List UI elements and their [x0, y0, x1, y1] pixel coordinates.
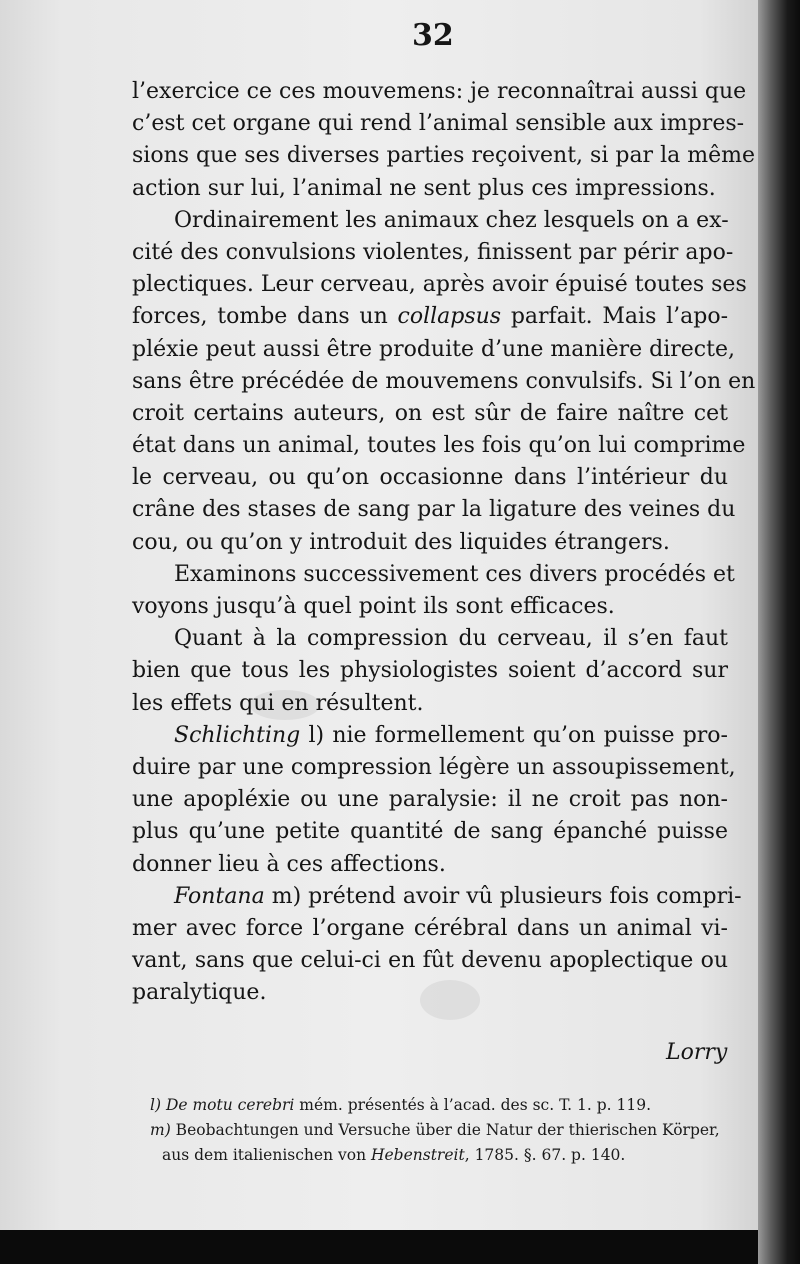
footnotes	[150, 1093, 720, 1168]
catchword: Lorry	[666, 1040, 728, 1065]
text-line: action sur lui, l’animal ne sent plus ces impressions.	[132, 175, 716, 201]
text-line: vant, sans que celui-ci en fût devenu apoplectique ou	[132, 948, 728, 974]
text-line: Schlichting l) nie formellement qu’on puisse pro-	[174, 722, 728, 748]
text-line: Ordinairement les animaux chez lesquels on a ex-	[174, 207, 729, 233]
text-line: plectiques. Leur cerveau, après avoir épuisé toutes ses	[132, 272, 747, 298]
text-line: forces, tombe dans un collapsus parfait. Mais l’apo-	[132, 304, 729, 330]
footnote-line: l) De motu cerebri mém. présentés à l’acad. des sc. T. 1. p. 119.	[150, 1096, 651, 1114]
body-text	[132, 76, 756, 1009]
text-line: plus qu’une petite quantité de sang épanché puisse	[132, 819, 728, 845]
text-line: le cerveau, ou qu’on occasionne dans l’intérieur du	[132, 465, 728, 491]
text-line: mer avec force l’organe cérébral dans un animal vi-	[132, 915, 728, 941]
text-line: crâne des stases de sang par la ligature des veines du	[132, 497, 736, 523]
text-line: pléxie peut aussi être produite d’une manière directe,	[132, 336, 735, 362]
text-line: paralytique.	[132, 980, 267, 1006]
text-line: sions que ses diverses parties reçoivent, si par la même	[132, 143, 755, 169]
text-line: duire par une compression légère un assoupissement,	[132, 754, 736, 780]
text-line: Quant à la compression du cerveau, il s’en faut	[174, 626, 728, 652]
text-line: sans être précédée de mouvemens convulsifs. Si l’on en	[132, 368, 756, 394]
page-shadow-edge	[758, 0, 800, 1264]
footnote-line: m) Beobachtungen und Versuche über die Natur der thierischen Körper,	[150, 1121, 720, 1139]
page-number: 32	[412, 18, 454, 53]
text-line: une apopléxie ou une paralysie: il ne croit pas non-	[132, 787, 728, 813]
text-line: état dans un animal, toutes les fois qu’on lui comprime	[132, 433, 746, 459]
text-line: voyons jusqu’à quel point ils sont efficaces.	[132, 594, 615, 619]
text-line: cité des convulsions violentes, finissent par périr apo-	[132, 239, 734, 265]
text-line: Fontana m) prétend avoir vû plusieurs fois compri-	[174, 883, 742, 909]
text-line: croit certains auteurs, on est sûr de faire naître cet	[132, 400, 728, 426]
text-line: cou, ou qu’on y introduit des liquides étrangers.	[132, 529, 670, 555]
footnote-line: aus dem italienischen von Hebenstreit, 1785. §. 67. p. 140.	[162, 1146, 626, 1164]
text-line: Examinons successivement ces divers procédés et	[174, 561, 735, 587]
text-line: l’exercice ce ces mouvemens: je reconnaîtrai aussi que	[132, 79, 747, 104]
text-line: bien que tous les physiologistes soient d’accord sur	[132, 658, 728, 684]
text-line: donner lieu à ces affections.	[132, 851, 446, 877]
text-line: les effets qui en résultent.	[132, 690, 424, 716]
text-line: c’est cet organe qui rend l’animal sensible aux impres-	[132, 111, 745, 137]
